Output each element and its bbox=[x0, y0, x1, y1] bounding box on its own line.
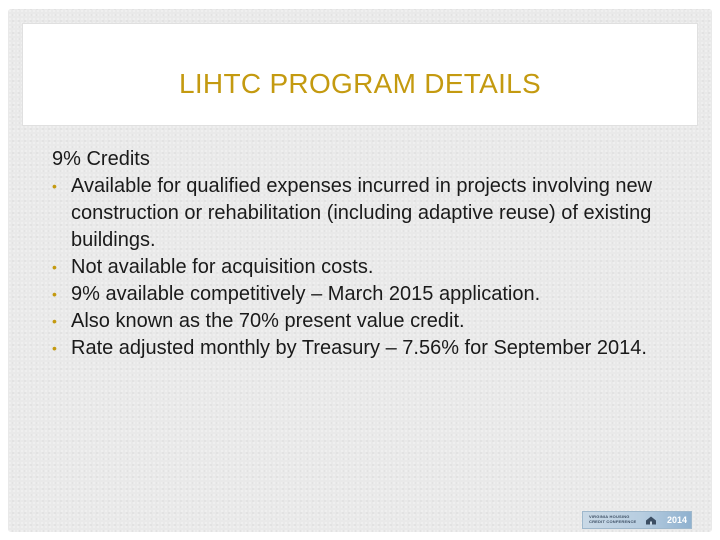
bullet-item bbox=[52, 335, 672, 362]
bullet-icon: • bbox=[52, 259, 57, 275]
logo-text bbox=[589, 514, 636, 524]
slide-body bbox=[52, 146, 672, 362]
conference-logo bbox=[582, 511, 692, 529]
bullet-icon: • bbox=[52, 178, 57, 194]
bullet-item bbox=[52, 308, 672, 335]
title-box bbox=[22, 23, 698, 126]
house-icon bbox=[645, 516, 657, 525]
bullet-icon: • bbox=[52, 313, 57, 329]
bullet-icon: • bbox=[52, 286, 57, 302]
logo-year: 2014 bbox=[666, 515, 687, 525]
bullet-text: Not available for acquisition costs. bbox=[71, 256, 374, 278]
logo-line-1: VIRGINIA HOUSING bbox=[589, 514, 630, 519]
bullet-icon: • bbox=[52, 340, 57, 356]
section-heading: 9% Credits bbox=[52, 148, 150, 170]
bullet-item bbox=[52, 254, 672, 281]
slide bbox=[8, 9, 712, 532]
logo-line-2: CREDIT CONFERENCE bbox=[589, 519, 637, 524]
bullet-text: Rate adjusted monthly by Treasury – 7.56% for September 2014. bbox=[71, 337, 647, 359]
bullet-item bbox=[52, 173, 672, 254]
bullet-list bbox=[52, 173, 672, 362]
bullet-text: Available for qualified expenses incurred in projects involving new construction or rehabilitation (including adaptive reuse) of existing buildings. bbox=[71, 175, 653, 251]
bullet-text: 9% available competitively – March 2015 application. bbox=[71, 283, 541, 305]
bullet-item bbox=[52, 281, 672, 308]
bullet-text: Also known as the 70% present value credit. bbox=[71, 310, 465, 332]
slide-title: LIHTC PROGRAM DETAILS bbox=[178, 68, 542, 99]
